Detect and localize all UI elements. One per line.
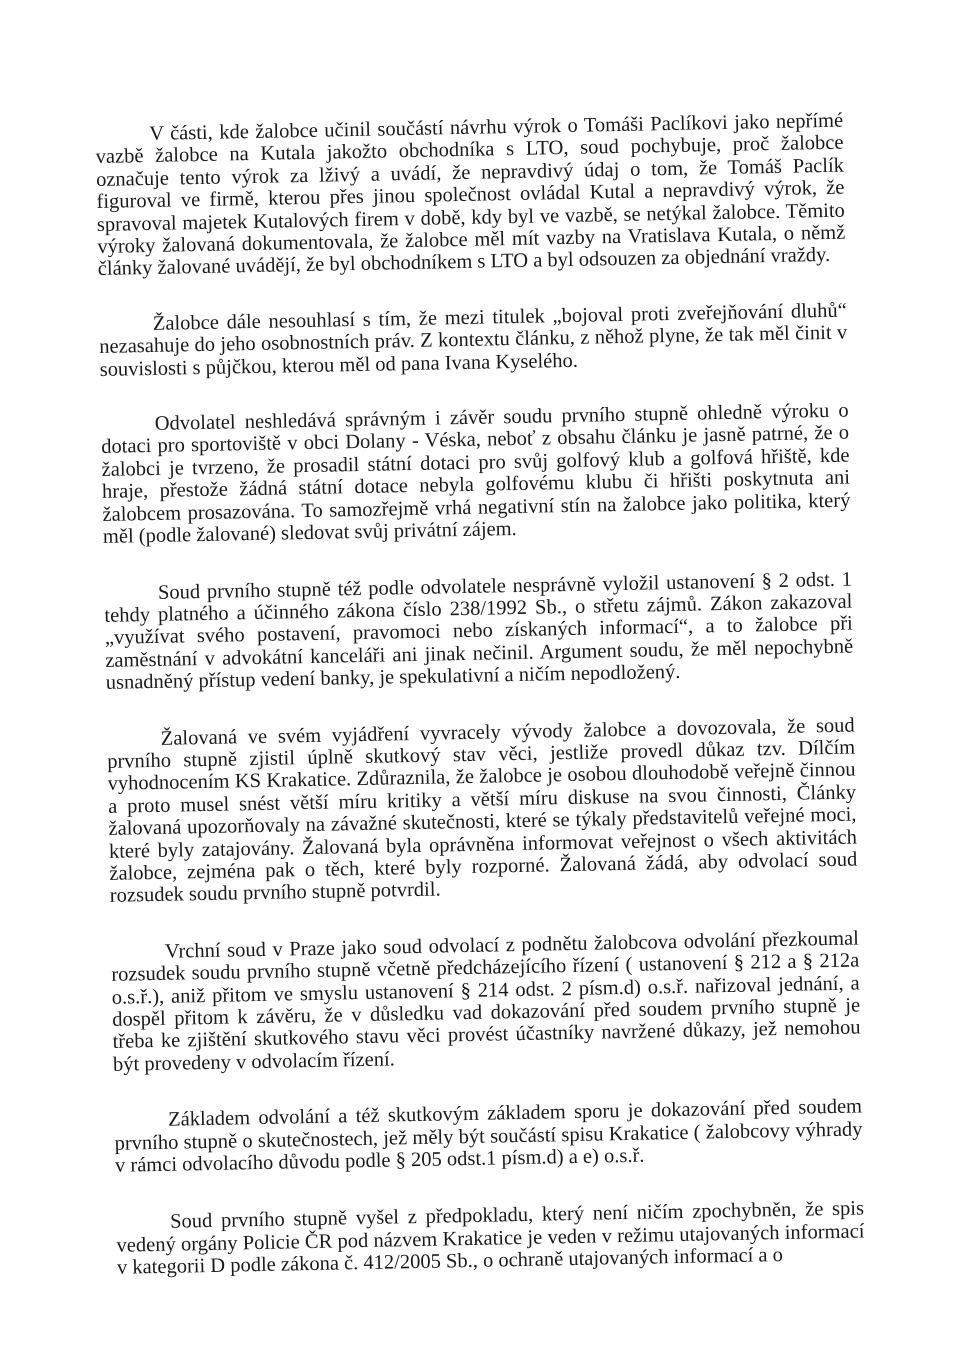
paragraph-appeal-court-review: Vrchní soud v Praze jako soud odvolací z podnětu žalobcova odvolání přezkoumal rozsudek soudu prvního stupně včetně předcházejícího řízení ( ustanovení § 212 a § 212a o.s.ř.), aniž přitom ve smyslu ustanovení § 214 odst. 2 písm.d) o.s.ř. nařizoval jednání, a dospěl přitom k závěru, že v důsledku vad dokazování před soudem prvního stupně je třeba ke zjištění skutkového stavu věci provést účastníky navržené důkazy, jež nemohou být provedeny v odvolacím řízení.: [111, 927, 861, 1076]
paragraph-basis-of-appeal: Základem odvolání a též skutkovým základem sporu je dokazování před soudem prvního stupně o skutečnostech, jež měly být součástí spisu Krakatice ( žalobcovy výhrady v rámci odvolacího důvodu podle § 205 odst.1 písm.d) a e) o.s.ř.: [114, 1095, 863, 1177]
paragraph-defendant-response: Žalovaná ve svém vyjádření vyvracely vývody žalobce a dovozovala, že soud prvního stupně zjistil úplně skutkový stav věci, jestliže provedl důkaz tzv. Dílčím vyhodnocením KS Krakatice. Zdůraznila, že žalobce je osobou dlouhodobě veřejně činnou a proto musel snést větší míru kritiky a větší míru diskuse na svou činnosti, Články žalovaná upozorňovaly na závažné skutečnosti, které se týkaly představitelů veřejné moci, které byly zatajovány. Žalovaná byla oprávněna informovat veřejnost o všech aktivitách žalobce, zejména pak o těch, které byly rozporné. Žalovaná žádá, aby odvolací soud rozsudek soudu prvního stupně potvrdil.: [107, 714, 858, 908]
document-body: [95, 110, 865, 1280]
paragraph-debt-headline: Žalobce dále nesouhlasí s tím, že mezi titulek „bojoval proti zveřejňování dluhů“ nezasahuje do jeho osobnostních práv. Z kontextu článku, z něhož plyne, že tak měl činit v souvislosti s půjčkou, kterou měl od pana Ivana Kyselého.: [99, 299, 848, 381]
paragraph-paclik-statement: V části, kde žalobce učinil součástí návrhu výrok o Tomáši Paclíkovi jako nepřímé vazbě žalobce na Kutala jakožto obchodníka s LTO, soud pochybuje, proč žalobce označuje tento výrok za lživý a uvádí, že nepravdivý údaj o tom, že Tomáš Paclík figuroval ve firmě, kterou přes jinou společnost ovládal Kutal a nepravdivý výrok, že spravoval majetek Kutalových firem v době, kdy byl ve vazbě, se netýkal žalobce. Těmito výroky žalovaná dokumentovala, že žalobce měl mít vazby na Vratislava Kutala, o němž články žalované uvádějí, že byl obchodníkem s LTO a byl odsouzen za objednání vraždy.: [95, 109, 846, 281]
paragraph-golf-subsidy: Odvolatel neshledává správným i závěr soudu prvního stupně ohledně výroku o dotaci pro sportoviště v obci Dolany - Véska, neboť z obsahu článku je jasně patrné, že o žalobci je tvrzeno, že prosadil státní dotaci pro svůj golfový klub a golfová hřiště, kde hraje, přestože žádná státní dotace nebyla golfovému klubu či hřišti poskytnuta ani žalobcem prosazována. To samozřejmě vrhá negativní stín na žalobce jako politika, který měl (podle žalované) sledovat svůj privátní zájem.: [100, 399, 851, 549]
paragraph-conflict-of-interest: Soud prvního stupně též podle odvolatele nesprávně vyložil ustanovení § 2 odst. 1 tehdy platného a účinného zákona číslo 238/1992 Sb., o střetu zájmů. Zákon zakazoval „využívat svého postavení, pravomoci nebo získaných informací“, a to žalobce při zaměstnání v advokátní kanceláři ani jinak nečinil. Argument soudu, že měl nepochybně usnadněný přístup vedení banky, je spekulativní a ničím nepodložený.: [104, 568, 854, 695]
paragraph-krakatice-file: Soud prvního stupně vyšel z předpokladu, který není ničím zpochybněn, že spis vedený orgány Policie ČR pod názvem Krakatice je veden v režimu utajovaných informací v kategorii D podle zákona č. 412/2005 Sb., o ochraně utajovaných informací a o: [116, 1197, 865, 1280]
